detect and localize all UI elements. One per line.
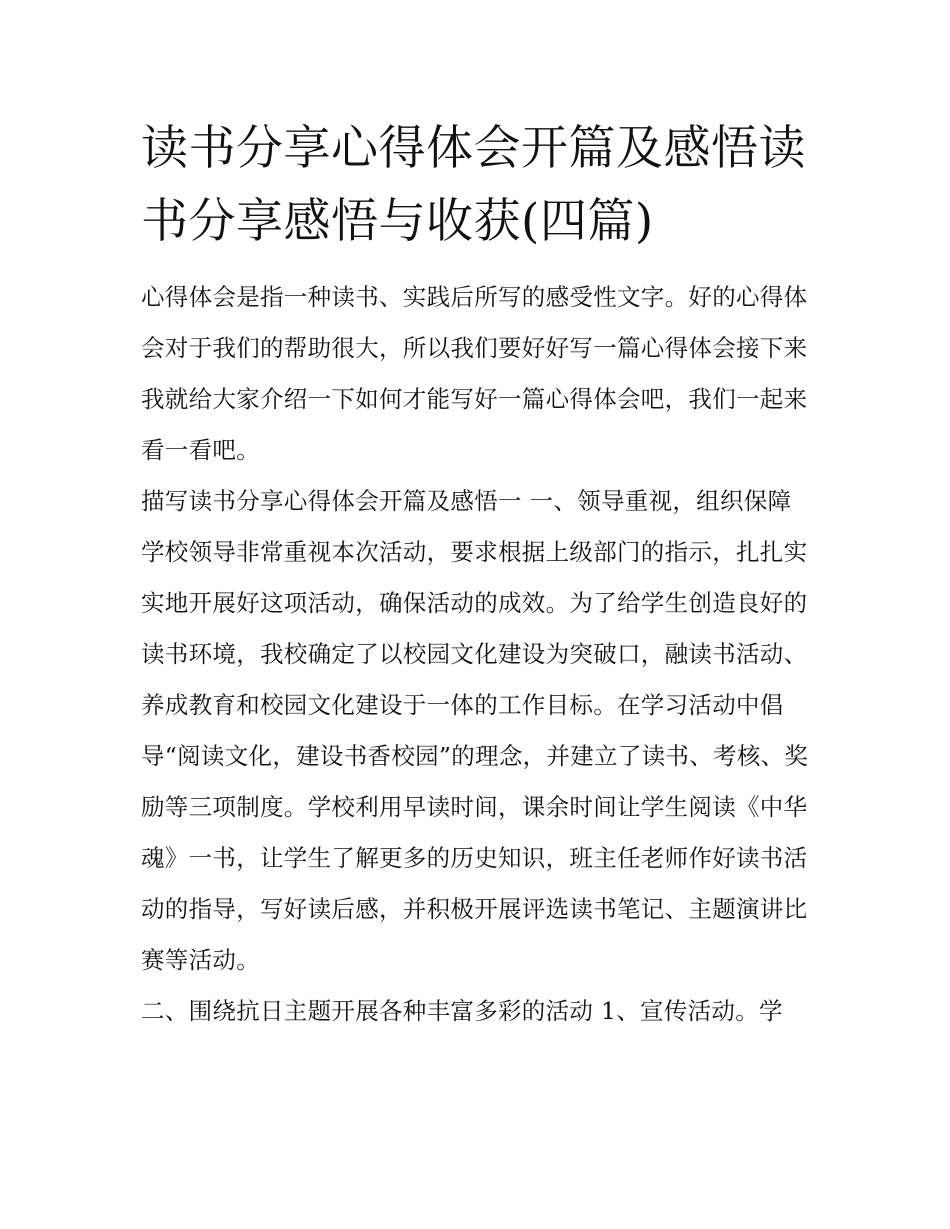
body-paragraph: 学校领导非常重视本次活动，要求根据上级部门的指示，扎扎实实地开展好这项活动，确保活动的成效。为了给学生创造良好的读书环境，我校确定了以校园文化建设为突破口，融读书活动、养成教育和校园文化建设于一体的工作目标。在学习活动中倡导“阅读文化，建设书香校园”的理念，并建立了读书、考核、奖励等三项制度。学校利用早读时间，课余时间让学生阅读《中华魂》一书，让学生了解更多的历史知识，班主任老师作好读书活动的指导，写好读后感，并积极开展评选读书笔记、主题演讲比赛等活动。 — [141, 538, 809, 974]
document-body — [141, 112, 821, 1037]
section-heading-paragraph: 描写读书分享心得体会开篇及感悟一 一、领导重视，组织保障 — [141, 487, 792, 515]
document-title: 读书分享心得体会开篇及感悟读书分享感悟与收获(四篇) — [141, 121, 806, 249]
intro-paragraph: 心得体会是指一种读书、实践后所写的感受性文字。好的心得体会对于我们的帮助很大，所以我们要好好写一篇心得体会接下来我就给大家介绍一下如何才能写好一篇心得体会吧，我们一起来看一看吧。 — [141, 283, 808, 464]
section-two-paragraph: 二、围绕抗日主题开展各种丰富多彩的活动 1、宣传活动。学 — [141, 997, 783, 1025]
